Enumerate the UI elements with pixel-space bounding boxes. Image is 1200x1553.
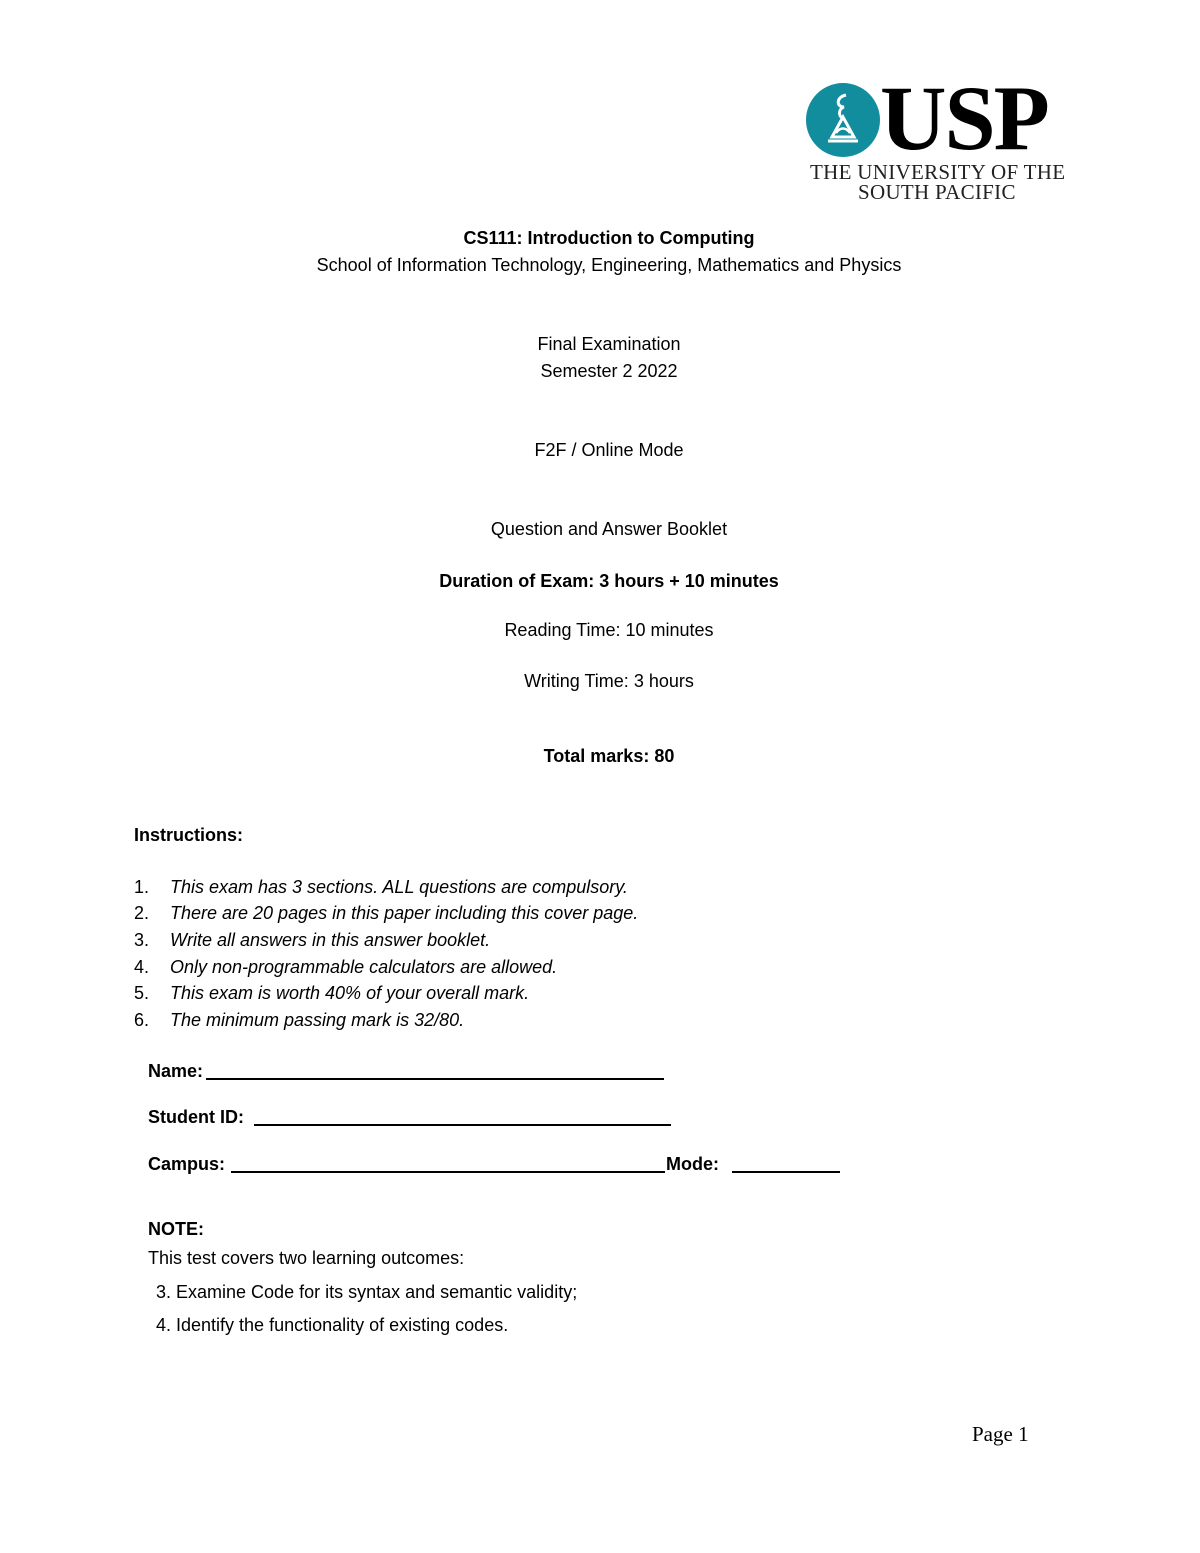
school-name: School of Information Technology, Engineering, Mathematics and Physics — [316, 255, 902, 275]
exam-mode: F2F / Online Mode — [534, 440, 684, 460]
booklet-type: Question and Answer Booklet — [490, 519, 728, 539]
learning-outcome-3: 3. Examine Code for its syntax and semantic validity; — [156, 1282, 578, 1302]
list-item: 5. This exam is worth 40% of your overall mark. — [134, 983, 530, 1003]
logo-line2: SOUTH PACIFIC — [858, 180, 1016, 204]
campus-label: Campus: — [148, 1154, 226, 1174]
note-title: NOTE: — [148, 1219, 204, 1239]
note-intro: This test covers two learning outcomes: — [148, 1248, 465, 1268]
course-title: CS111: Introduction to Computing — [463, 228, 755, 248]
exam-duration: Duration of Exam: 3 hours + 10 minutes — [439, 571, 779, 591]
student-id-field[interactable] — [254, 1124, 671, 1126]
logo-wordmark: USP — [880, 67, 1048, 169]
list-item: 4. Only non-programmable calculators are allowed. — [134, 957, 558, 977]
mode-label: Mode: — [666, 1154, 719, 1174]
campus-field[interactable] — [231, 1171, 665, 1173]
list-item: 3. Write all answers in this answer booklet. — [134, 930, 491, 950]
logo-line1: THE UNIVERSITY OF THE — [810, 160, 1066, 184]
usp-emblem-icon — [806, 83, 880, 157]
reading-time: Reading Time: 10 minutes — [504, 620, 714, 640]
instructions-title: Instructions: — [134, 825, 244, 845]
semester: Semester 2 2022 — [540, 361, 678, 381]
mode-field[interactable] — [732, 1171, 840, 1173]
page-number: Page 1 — [972, 1422, 1029, 1446]
total-marks: Total marks: 80 — [543, 746, 675, 766]
list-item: 6. The minimum passing mark is 32/80. — [134, 1010, 465, 1030]
learning-outcome-4: 4. Identify the functionality of existing codes. — [156, 1315, 509, 1335]
writing-time: Writing Time: 3 hours — [524, 671, 694, 691]
exam-type: Final Examination — [537, 334, 681, 354]
name-label: Name: — [148, 1061, 204, 1081]
name-field[interactable] — [206, 1078, 664, 1080]
list-item: 2. There are 20 pages in this paper including this cover page. — [134, 903, 639, 923]
list-item: 1. This exam has 3 sections. ALL questions are compulsory. — [134, 877, 628, 897]
student-id-label: Student ID: — [148, 1107, 244, 1127]
